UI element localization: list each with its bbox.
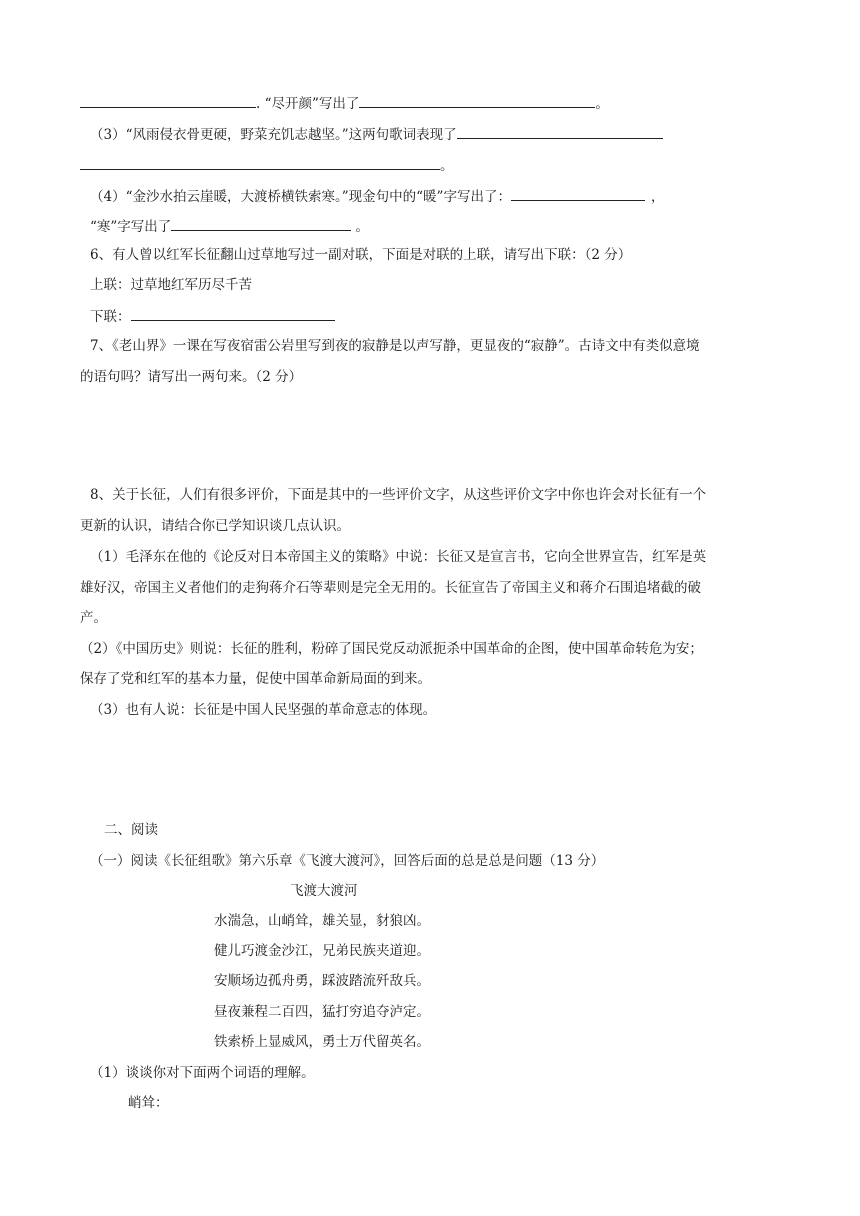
q7-prompt-line2: 的语句吗？请写出一两句来。（2 分）	[80, 369, 303, 385]
q5-part3	[90, 124, 663, 144]
poem-line: 健儿巧渡金沙江，兄弟民族夹道迎。	[214, 943, 430, 959]
poem-line: 昼夜兼程二百四，猛打穷追夺泸定。	[214, 1004, 430, 1020]
reading-instruction: （一）阅读《长征组歌》第六乐章《飞渡大渡河》，回答后面的总是总是问题（13 分）	[90, 853, 605, 869]
q5-part3-text: （3）“风雨侵衣骨更硬，野菜充饥志越坚。”这两句歌词表现了	[90, 127, 457, 143]
answer-blank[interactable]	[80, 155, 440, 170]
q6-lower-couplet: 下联：	[90, 306, 335, 326]
answer-blank[interactable]	[80, 93, 256, 108]
q6-prompt: 6、有人曾以红军长征翻山过草地写过一副对联，下面是对联的上联，请写出下联：（2 分）	[90, 247, 632, 263]
poem-line: 水湍急，山峭耸，雄关显，豺狼凶。	[214, 913, 430, 929]
q8-quote2-line2: 保存了党和红军的基本力量，促使中国革命新局面的到来。	[80, 671, 431, 687]
answer-blank[interactable]	[171, 216, 351, 231]
reading-question-1: （1）谈谈你对下面两个词语的理解。	[90, 1065, 315, 1081]
q5-part4-line2: “寒”字写出了 。	[90, 216, 369, 236]
q8-quote3: （3）也有人说：长征是中国人民坚强的革命意志的体现。	[90, 702, 437, 718]
answer-blank[interactable]	[131, 306, 335, 321]
q5-part4: （4）“金沙水拍云崖暖，大渡桥横铁索寒。”现金句中的“暖”字写出了： ，	[90, 186, 664, 206]
poem-line: 安顺场边孤舟勇，踩波踏流歼敌兵。	[214, 973, 430, 989]
q5-part4-text: （4）“金沙水拍云崖暖，大渡桥横铁索寒。”现金句中的“暖”字写出了：	[90, 189, 511, 205]
q8-quote1-line3: 产。	[80, 610, 107, 626]
poem-line: 铁索桥上显威风，勇士万代留英名。	[214, 1034, 430, 1050]
q8-prompt-line1: 8、关于长征，人们有很多评价，下面是其中的一些评价文字，从这些评价文字中你也许会对长征有一个	[90, 487, 707, 503]
q8-prompt-line2: 更新的认识，请结合你已学知识谈几点认识。	[80, 518, 350, 534]
answer-blank[interactable]	[359, 93, 595, 108]
answer-blank[interactable]	[457, 124, 663, 139]
q5-part3-line2: 。	[80, 155, 454, 175]
answer-blank[interactable]	[511, 186, 645, 201]
q5-line1-text: . “尽开颜”写出了	[256, 96, 360, 112]
q5-line1: . “尽开颜”写出了 。	[80, 93, 609, 113]
q6-upper-couplet: 上联：过草地红军历尽千苦	[90, 277, 252, 293]
poem-title: 飞渡大渡河	[290, 883, 358, 899]
q8-quote1-line1: （1）毛泽东在他的《论反对日本帝国主义的策略》中说：长征又是宣言书，它向全世界宣告，红军是英	[90, 549, 707, 565]
q8-quote2-line1: （2）《中国历史》则说：长征的胜利，粉碎了国民党反动派扼杀中国革命的企图，使中国革命转危为安；	[80, 641, 703, 657]
vocab-item: 峭耸：	[128, 1095, 169, 1111]
q7-prompt-line1: 7、《老山界》一课在写夜宿雷公岩里写到夜的寂静是以声写静，更显夜的“寂静”。古诗文中有类似意境	[90, 338, 700, 354]
section-heading: 二、阅读	[104, 822, 158, 838]
q8-quote1-line2: 雄好汉，帝国主义者他们的走狗蒋介石等辈则是完全无用的。长征宣告了帝国主义和蒋介石围追堵截的破	[80, 580, 701, 596]
